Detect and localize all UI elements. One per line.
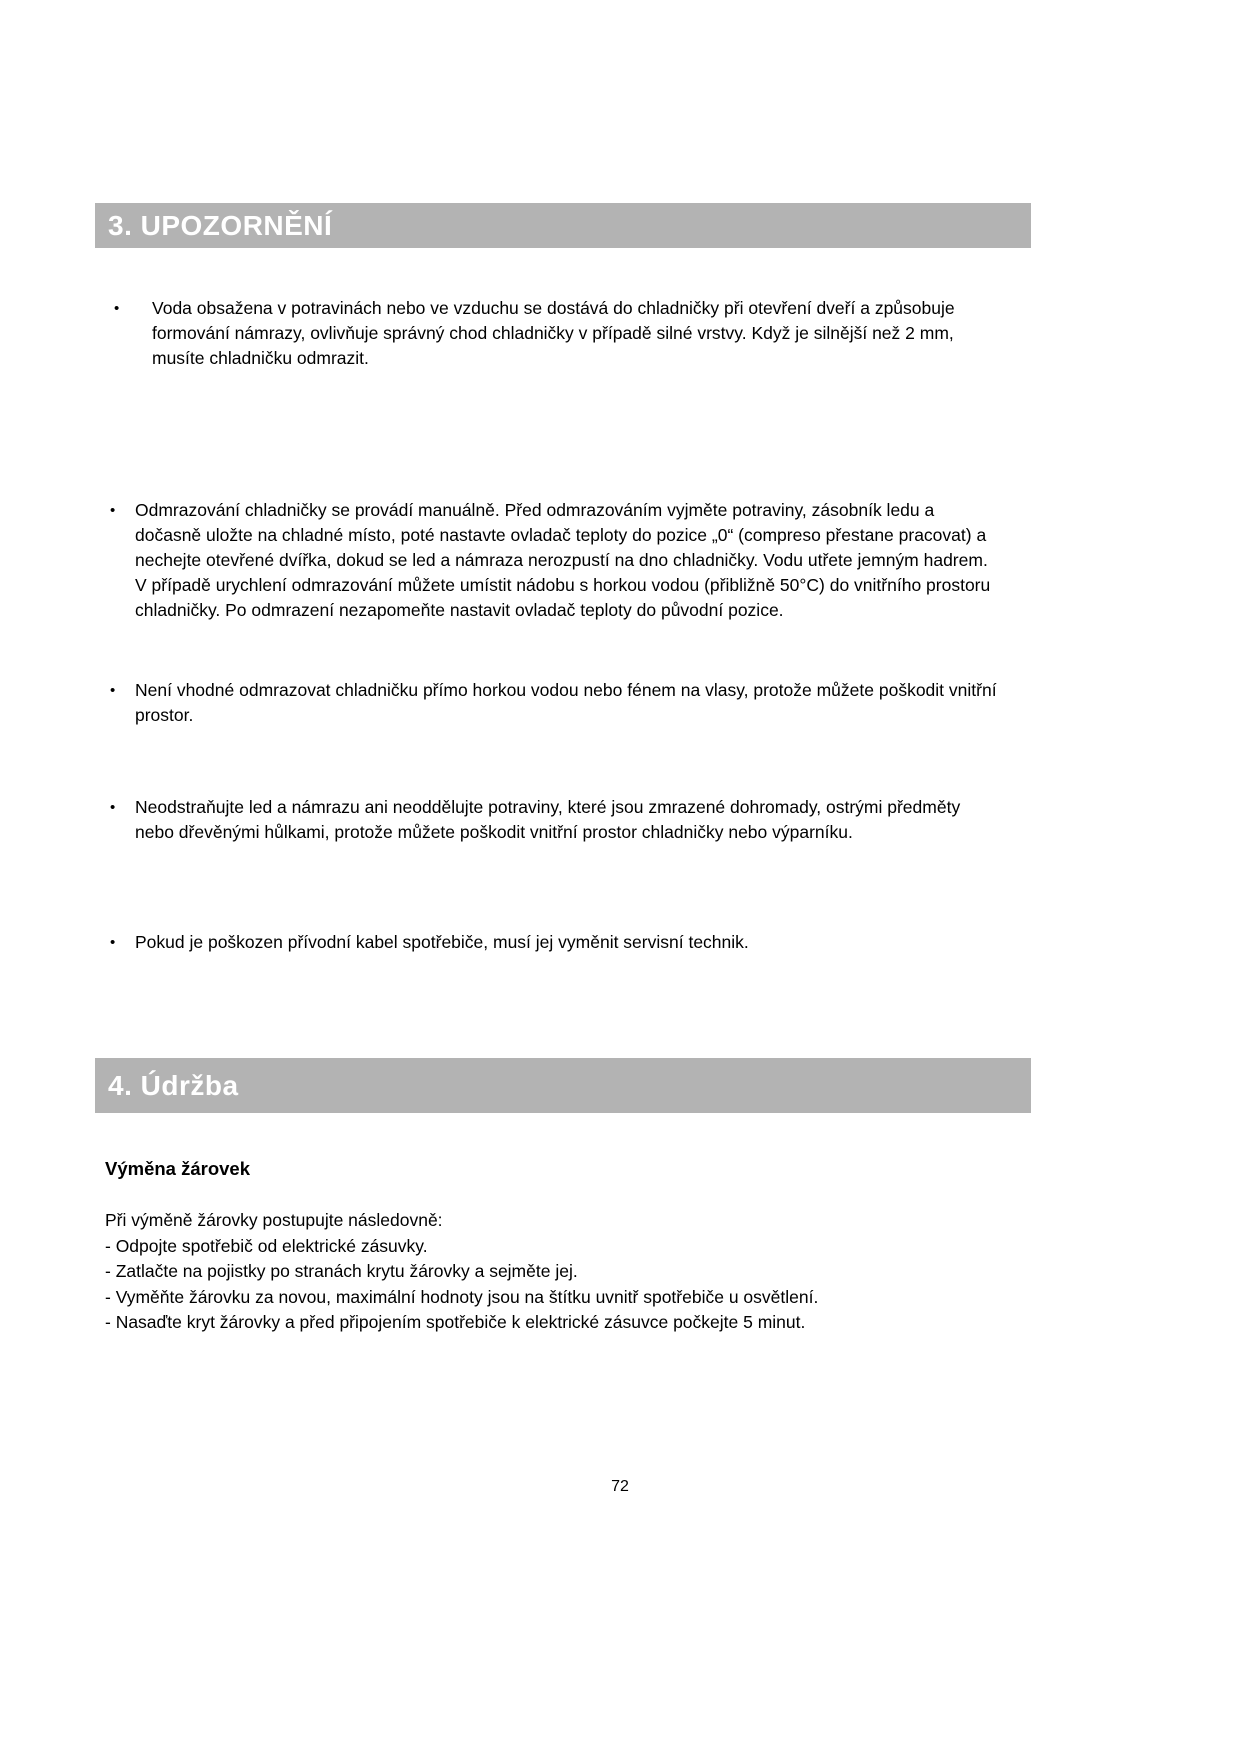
warning-bullet-text: Odmrazování chladničky se provádí manuálně. Před odmrazováním vyjměte potraviny, zásobník ledu a dočasně uložte na chladné místo, poté nastavte ovladač teploty do pozice „0“ (compreso přestane pracovat) a nechejte otevřené dvířka, dokud se led a námraza nerozpustí na dno chladničky. Vodu utřete jemným hadrem. V případě urychlení odmrazování můžete umístit nádobu s horkou vodou (přibližně 50°C) do vnitřního prostoru chladničky. Po odmrazení nezapomeňte nastavit ovladač teploty do původní pozice. <box>135 500 991 620</box>
warning-bullet-item <box>110 296 1000 371</box>
warning-bullet-text: Neodstraňujte led a námrazu ani neoddělujte potraviny, které jsou zmrazené dohromady, ostrými předměty nebo dřevěnými hůlkami, protože můžete poškodit vnitřní prostor chladničky nebo výparníku. <box>135 797 961 842</box>
warning-bullet-text: Pokud je poškozen přívodní kabel spotřebiče, musí jej vyměnit servisní technik. <box>135 932 749 952</box>
section-title-warnings: 3. UPOZORNĚNÍ <box>108 209 333 241</box>
section-header-warnings <box>95 203 1031 248</box>
page-number: 72 <box>611 1478 629 1495</box>
steps-intro: Při výměně žárovky postupujte následovně: <box>105 1210 443 1230</box>
warning-bullet-text: Není vhodné odmrazovat chladničku přímo horkou vodou nebo fénem na vlasy, protože můžete poškodit vnitřní prostor. <box>135 680 997 725</box>
warning-bullet-item <box>110 678 1000 728</box>
bulb-replacement-steps <box>105 1208 1005 1336</box>
warning-bullet-item <box>110 930 1000 955</box>
step-line: - Nasaďte kryt žárovky a před připojením spotřebiče k elektrické zásuvce počkejte 5 minut. <box>105 1312 806 1332</box>
step-line: - Odpojte spotřebič od elektrické zásuvky. <box>105 1235 428 1256</box>
bullet-icon <box>110 498 135 623</box>
bullet-icon <box>110 678 135 728</box>
bullet-icon <box>110 795 135 845</box>
warning-bullet-item <box>110 498 1000 623</box>
warning-bullet-text: Voda obsažena v potravinách nebo ve vzduchu se dostává do chladničky při otevření dveří a způsobuje formování námrazy, ovlivňuje správný chod chladničky v případě silné vrstvy. Když je silnější než 2 mm, musíte chladničku odmrazit. <box>152 298 955 368</box>
bullet-icon <box>110 296 152 371</box>
section-header-maintenance <box>95 1058 1031 1113</box>
step-line: - Zatlačte na pojistky po stranách krytu žárovky a sejměte jej. <box>105 1261 578 1281</box>
warning-bullet-item <box>110 795 1000 845</box>
step-line: - Vyměňte žárovku za novou, maximální hodnoty jsou na štítku uvnitř spotřebiče u osvětlení. <box>105 1286 819 1307</box>
bullet-icon <box>110 930 135 955</box>
subheading-bulb-replacement: Výměna žárovek <box>105 1158 251 1179</box>
section-title-maintenance: 4. Údržba <box>108 1069 239 1101</box>
